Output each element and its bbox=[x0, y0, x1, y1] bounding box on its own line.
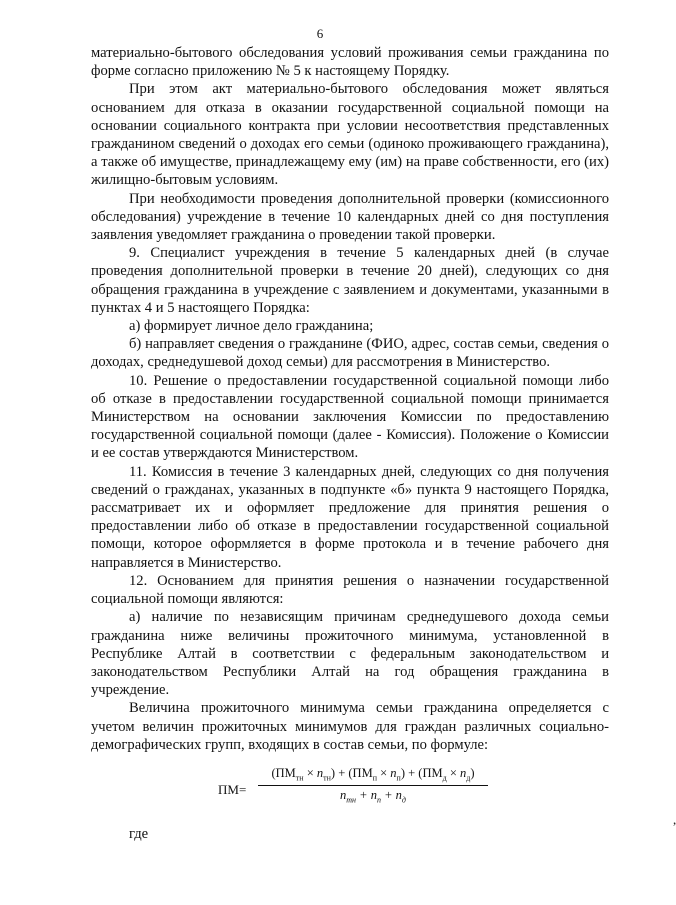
paragraph-item-10: 10. Решение о предоставлении государственной социальной помощи либо об отказе в предоставлении государственной социальной помощи принимается Министерством на основании заключения Комиссии по предоставлению государственной социальной помощи (далее - Комиссия). Положение о Комиссии и ее состав утверждаются Министерством. bbox=[91, 372, 609, 462]
paragraph-item-9b: б) направляет сведения о гражданине (ФИО, адрес, состав семьи, сведения о доходах, среднедушевой доход семьи) для рассмотрения в Министерство. bbox=[91, 336, 609, 371]
formula-comma: , bbox=[673, 812, 676, 827]
paragraph-additional-check: При необходимости проведения дополнительной проверки (комиссионного обследования) учреждение в течение 10 календарных дней со дня поступления заявления уведомляет гражданина о проведении такой проверки. bbox=[91, 190, 609, 244]
paragraph-item-12a: а) наличие по независящим причинам среднедушевого дохода семьи гражданина ниже величины прожиточного минимума, установленной в Республике Алтай в соответствии с федеральным законодательством и законодательством Республики Алтай на год обращения гражданина в учреждение. bbox=[91, 609, 609, 699]
fraction-bar bbox=[258, 785, 488, 786]
paragraph-continuation: материально-бытового обследования условий проживания семьи гражданина по форме согласно приложению № 5 к настоящему Порядку. bbox=[91, 45, 609, 80]
paragraph-subsistence-minimum: Величина прожиточного минимума семьи гражданина определяется с учетом величин прожиточных минимумов для граждан различных социально-демографических групп, входящих в состав семьи, по формуле: bbox=[91, 700, 609, 753]
subsistence-formula bbox=[218, 766, 676, 827]
page-number: 6 bbox=[316, 26, 324, 41]
paragraph-item-9: 9. Специалист учреждения в течение 5 календарных дней (в случае проведения дополнительной проверки в течение 20 дней), следующих со дня обращения гражданина в учреждение с заявлением и документами, указанными в пунктах 4 и 5 настоящего Порядка: bbox=[91, 245, 609, 316]
formula-fraction bbox=[258, 766, 488, 804]
formula-denominator: $n_{тн} + n_п + n_д$ bbox=[340, 787, 406, 804]
paragraph-act: При этом акт материально-бытового обследования может являться основанием для отказа в оказании государственной социальной помощи на основании социального контракта при условии несоответствия представленных гражданином сведений о доходах его семьи (одиноко проживающего гражданина), а также об имуществе, принадлежащему ему (им) на праве собственности, его (их) жилищно-бытовым условиям. bbox=[91, 81, 609, 189]
paragraph-item-12: 12. Основанием для принятия решения о назначении государственной социальной помощи являются: bbox=[91, 572, 609, 608]
paragraph-item-9a: а) формирует личное дело гражданина; bbox=[129, 318, 374, 335]
formula-lhs: ПМ= bbox=[218, 782, 247, 797]
formula-numerator: $(ПМ_{тн} \times n_{тн}) + (ПМ_п \times n_п) + (ПМ_д \times n_д)$ bbox=[271, 766, 475, 783]
paragraph-item-11: 11. Комиссия в течение 3 календарных дней, следующих со дня получения сведений о гражданах, указанных в подпункте «б» пункта 9 настоящего Порядка, рассматривает их и оформляет предложение для принятия решения о предоставлении либо об отказе в предоставлении государственной социальной помощи, которое оформляется в форме протокола и в течение рабочего дня направляется в Министерство. bbox=[91, 463, 609, 571]
document-body bbox=[91, 44, 609, 754]
where-label: где bbox=[129, 826, 149, 842]
